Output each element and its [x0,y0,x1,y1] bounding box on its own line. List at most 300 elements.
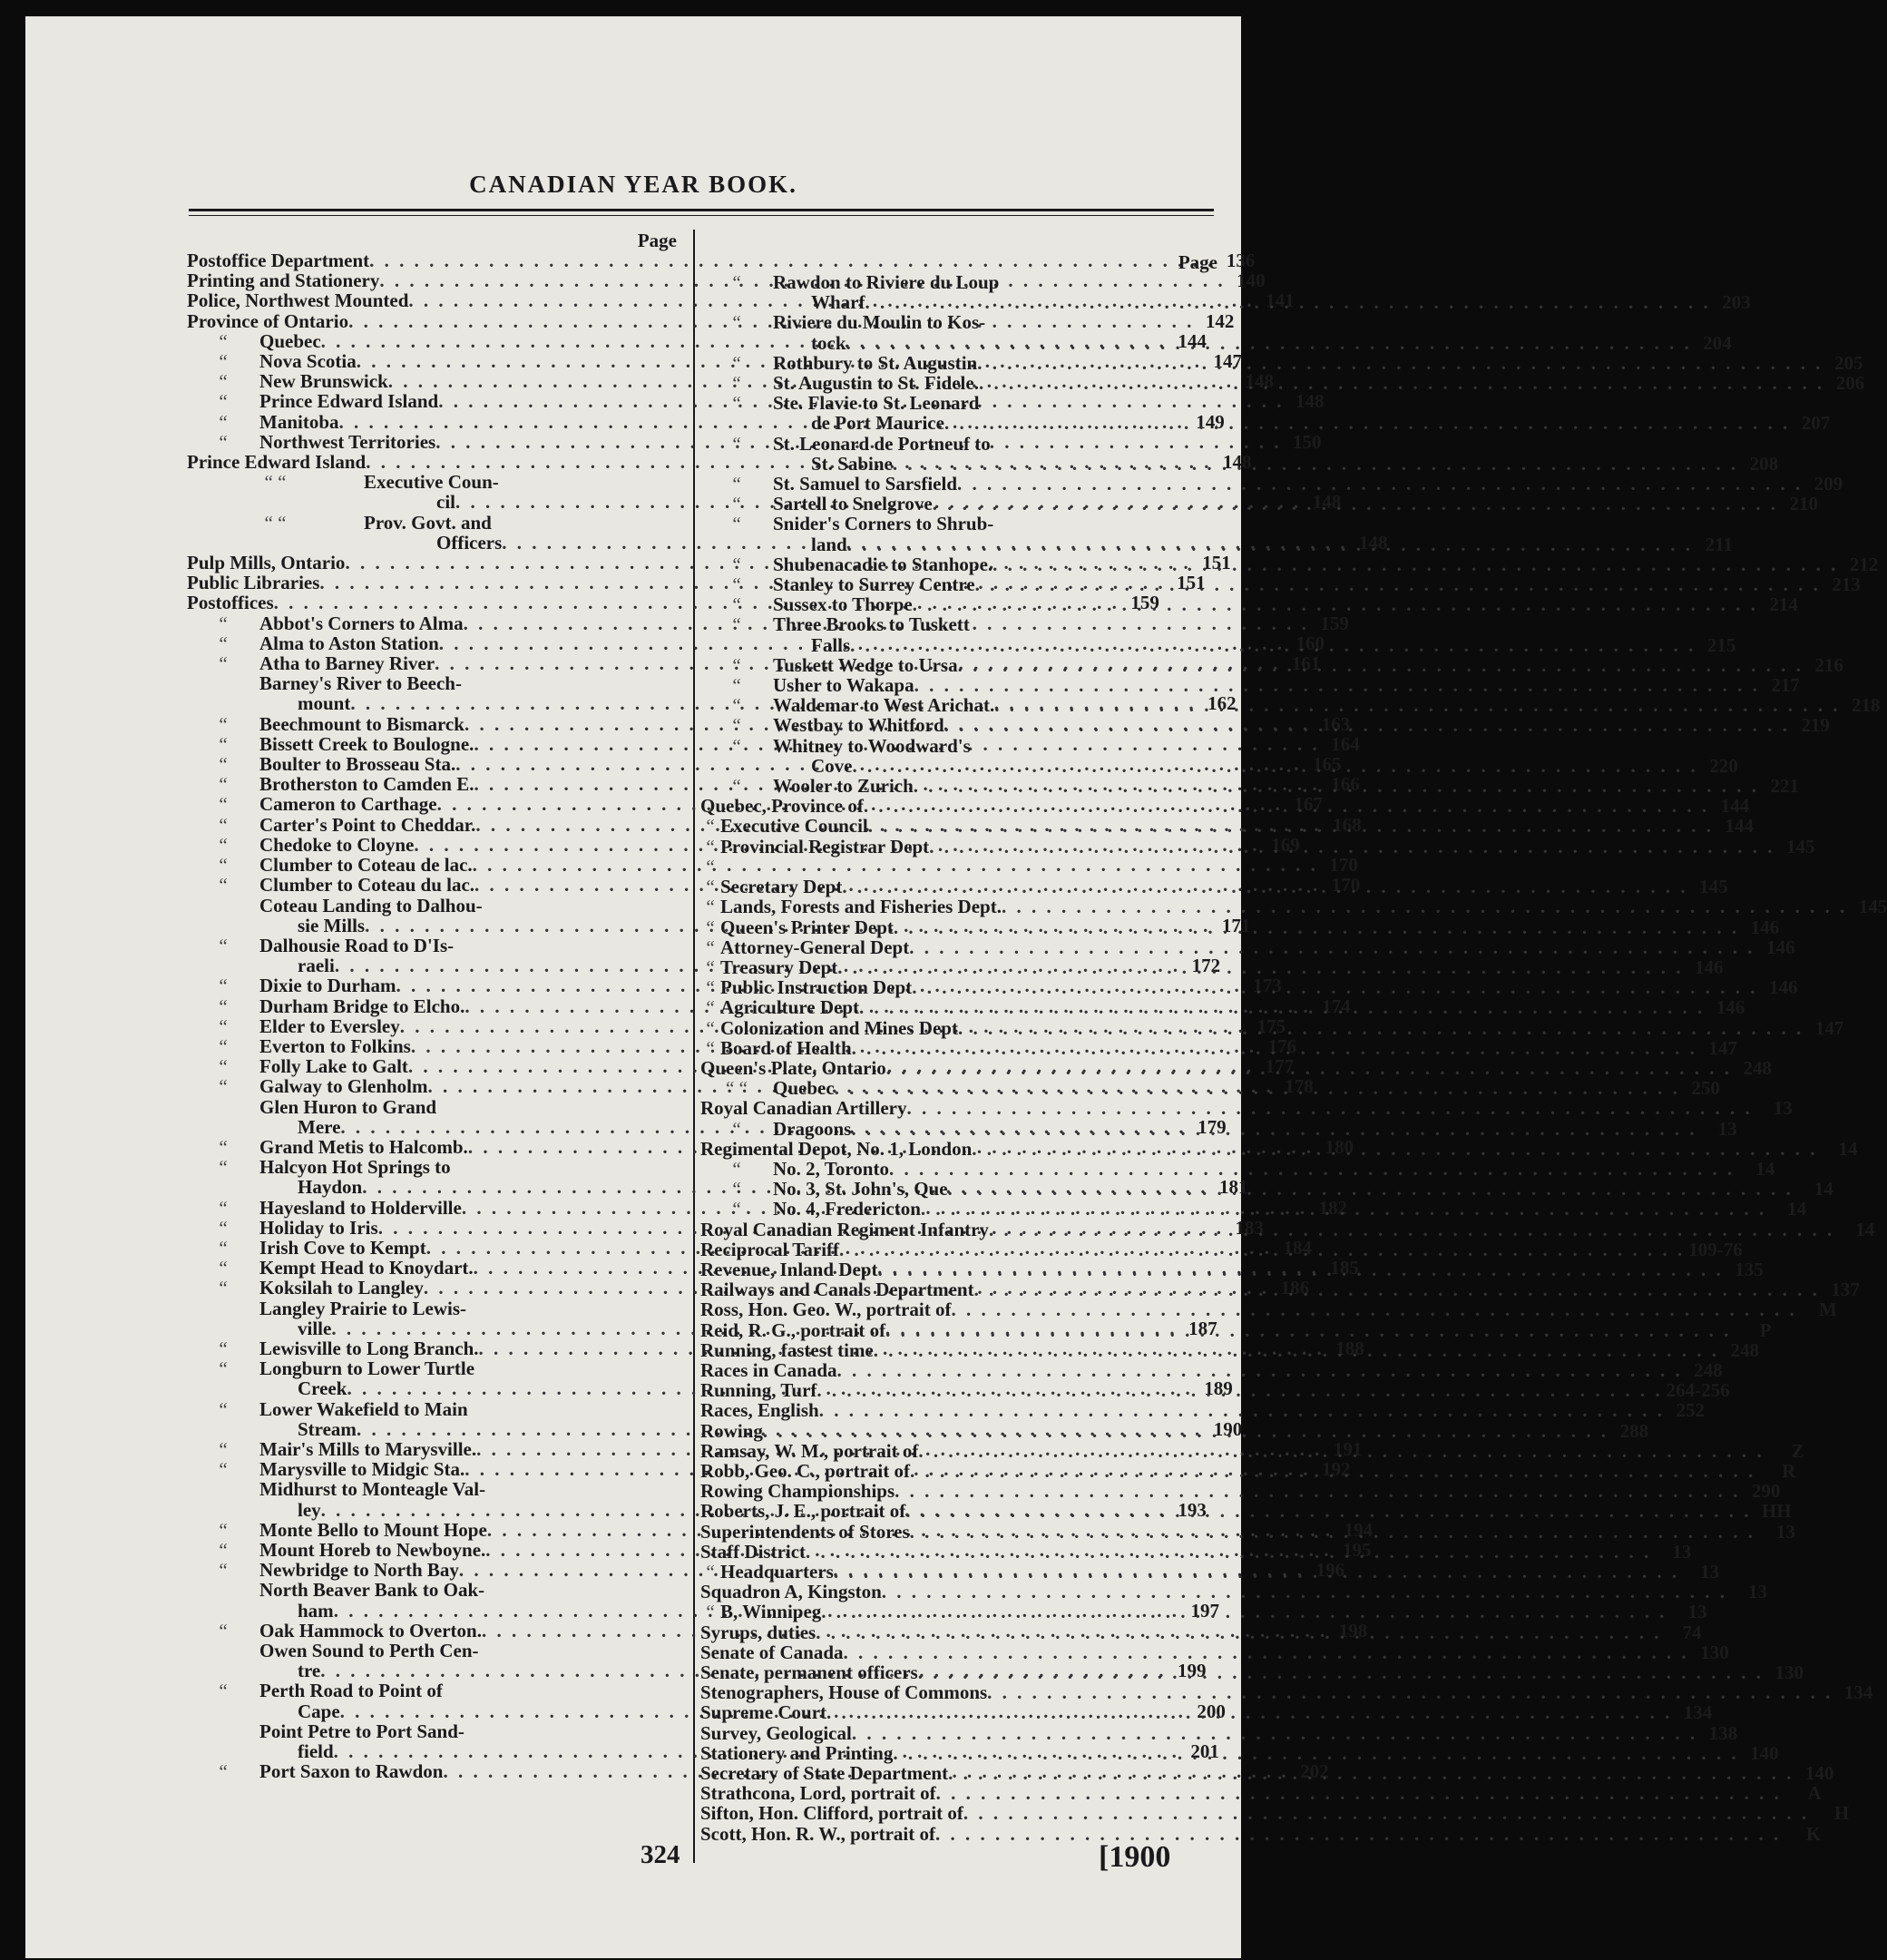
ditto-mark: “ [732,674,741,697]
page-reference: H [1833,1802,1850,1825]
entry-text: Oak Hammock to Overton. [259,1619,482,1642]
page-reference: 163 [1321,712,1351,735]
ditto-mark: “ [732,372,741,395]
entry-text: Executive Coun- [364,471,499,494]
page-reference: 13 [1700,1561,1720,1583]
index-entry [187,854,1358,877]
entry-text: Midhurst to Monteagle Val- [259,1478,486,1501]
ditto-mark: “ [706,996,715,1019]
entry-text: Cameron to Carthage [259,793,437,816]
leader-dots [819,1400,1665,1420]
page-reference: 190 [1213,1417,1243,1440]
ditto-mark: “ [706,1601,715,1623]
ditto-mark: “ [219,1196,228,1219]
ditto-mark: “ [732,593,741,616]
index-entry [187,936,677,956]
page-reference: 192 [1322,1458,1351,1481]
entry-text: Printing and Stationery [187,270,380,292]
ditto-mark: “ [219,1437,228,1460]
page-reference: HH [1761,1500,1792,1523]
entry-text: Monte Bello to Mount Hope [259,1518,487,1541]
ditto-mark: “ [732,392,741,415]
ditto-mark: “ [706,936,715,958]
ditto-mark: “ [219,1337,228,1359]
page-reference: 212 [1849,553,1879,575]
page-reference: 148 [1359,531,1388,554]
entry-text: Brotherston to Camden E. [259,773,474,796]
page-reference: 187 [1188,1317,1217,1339]
entry-text: Nova Scotia [259,350,357,373]
index-entry [700,393,1217,413]
ditto-mark: “ [219,370,228,393]
entry-text: Point Petre to Port Sand- [259,1720,464,1742]
leader-dots [933,491,1778,514]
entry-text: Clumber to Coteau du lac. [259,874,475,897]
entry-text: Northwest Territories [259,430,436,453]
entry-text: Haydon [298,1176,363,1199]
entry-text: Races, English [700,1399,819,1422]
leader-dots [846,329,1692,353]
page-reference: 264-256 [1666,1379,1730,1402]
page-reference: 170 [1331,874,1361,897]
page-reference: 144 [1720,795,1750,818]
ditto-mark: “ [219,1014,228,1037]
leader-dots [958,1014,1804,1038]
entry-text: Sussex to Thorpe [773,593,913,616]
entry-text: de Port Maurice [811,412,944,435]
index-entry [187,513,677,533]
ditto-mark: “ [219,1055,228,1078]
leader-dots [882,1582,1727,1602]
entry-text: Officers [436,531,503,554]
leader-dots [913,594,1758,614]
entry-text: Quebec [773,1077,835,1100]
leader-dots [826,1702,1672,1722]
leader-dots [910,1518,1755,1542]
index-entry [700,1157,1775,1180]
leader-dots [914,773,1759,796]
leader-dots [837,1360,1683,1380]
ditto-mark: “ [706,1016,715,1039]
page-reference: 148 [1312,491,1342,514]
ditto-mark: “ [732,694,741,717]
ditto-mark: “ [219,1680,228,1702]
page-reference: 180 [1325,1135,1354,1158]
entry-text: Holiday to Iris [259,1216,378,1239]
entry-text: Cape [298,1700,340,1722]
leader-dots [914,675,1760,695]
entry-text: Coteau Landing to Dalhou- [259,894,483,916]
entry-text: Carter's Point to Cheddar. [259,813,476,836]
ditto-mark: “ [219,350,228,373]
page-reference: 140 [1750,1741,1779,1764]
page-reference: 199 [1178,1660,1207,1682]
leader-dots [975,574,1821,594]
leader-dots [918,1437,1764,1461]
entry-text: Squadron A, Kingston [700,1581,882,1603]
page-reference: 130 [1775,1661,1804,1684]
index-entry [187,1399,677,1419]
entry-text: Public Libraries [187,572,320,594]
ditto-mark: “ [219,430,228,453]
entry-text: Wharf [811,291,865,314]
leader-dots [852,1723,1697,1743]
entry-text: Langley Prairie to Lewis- [259,1297,467,1319]
index-entry [700,956,1724,978]
index-entry [700,1480,1781,1503]
index-entry [700,329,1732,354]
entry-text: Manitoba [259,410,339,433]
leader-dots [852,1034,1697,1058]
entry-text: Robb, Geo. C., portrait of [700,1459,910,1482]
leader-dots [910,1458,1755,1481]
page-reference: 178 [1285,1075,1314,1098]
leader-dots [844,1642,1689,1662]
index-entry [700,1298,1837,1321]
leader-dots [894,914,1739,937]
entry-text: Newbridge to North Bay [259,1559,459,1582]
leader-dots [816,1619,1661,1642]
page-reference: 148 [1245,370,1275,393]
leader-dots [851,1115,1696,1139]
page-reference: 194 [1344,1518,1374,1541]
entry-text: Queen's Printer Dept [720,916,894,938]
page-column-heading: Page [1178,251,1217,273]
entry-text: Whitney to Woodward's [773,734,971,757]
entry-text: Everton to Folkins [259,1034,411,1057]
entry-text: Supreme Court [700,1701,827,1724]
ditto-mark: “ “ [264,471,287,494]
entry-text: No. 4, Fredericton [773,1198,921,1220]
entry-text: Abbot's Corners to Alma [259,612,464,634]
entry-text: Races in Canada [700,1358,837,1381]
entry-text: Bissett Creek to Boulogne. [259,732,474,755]
page-reference: 214 [1769,593,1798,616]
entry-text: Quebec [259,329,321,352]
page-reference: 13 [1687,1601,1707,1623]
entry-text: Reid, R. G., portrait of [700,1318,886,1341]
page-reference: 201 [1190,1740,1219,1763]
ditto-mark: “ [732,573,741,596]
index-entry [700,1740,1779,1764]
index-entry [700,1701,1713,1724]
page-reference: 146 [1768,976,1798,999]
page-reference: 248 [1743,1056,1772,1079]
page-reference: 167 [1294,793,1323,816]
entry-text: Rowing Championships [700,1480,895,1503]
leader-dots [974,1279,1820,1299]
leader-dots [806,1539,1651,1562]
index-entry [700,1097,1793,1120]
ditto-mark: “ [219,612,228,634]
page-reference: 169 [1271,833,1300,856]
ditto-mark: “ [219,1277,228,1299]
leader-dots [958,652,1804,675]
page-reference: Z [1791,1439,1804,1462]
page-reference: 210 [1789,493,1819,515]
ditto-mark: “ [219,833,228,856]
edition-year: [1900 [1099,1840,1171,1874]
ditto-mark: “ [219,1236,228,1259]
page-reference: 14 [1814,1178,1833,1200]
index-entry [700,1498,1792,1523]
page-reference: 109-76 [1688,1238,1743,1260]
entry-text: St. Leonard de Portneuf to [773,432,991,455]
entry-text: Headquarters [720,1561,834,1583]
ditto-mark: “ [732,351,741,374]
page-reference: 177 [1265,1055,1295,1078]
page-reference: 14 [1838,1137,1858,1160]
entry-text: Sartell to Snelgrove [773,493,933,515]
page-reference: 179 [1198,1115,1227,1138]
page-reference: 161 [1291,652,1321,675]
page-reference: 146 [1750,916,1780,938]
page-reference: 219 [1801,714,1830,737]
ditto-mark: “ [219,753,228,776]
entry-text: Lewisville to Long Branch. [259,1337,479,1359]
ditto-mark: “ [732,473,741,495]
page-reference: P [1759,1318,1772,1341]
entry-text: Ramsay, W. M., portrait of [700,1439,919,1462]
page-reference: 74 [1682,1621,1702,1643]
ditto-mark: “ “ [706,855,715,898]
ditto-mark: “ [219,1539,228,1561]
page-reference: 196 [1315,1559,1345,1582]
index-entry [700,1317,1772,1341]
index-entry [187,1479,677,1499]
entry-text: Beechmount to Bismarck [259,712,464,735]
ditto-mark: “ [732,714,741,737]
page-reference: 166 [1331,773,1360,796]
index-entry [187,1580,677,1600]
page-reference: 146 [1765,936,1795,958]
page-reference: 164 [1331,732,1360,755]
leader-dots [837,957,1683,977]
page-reference: 209 [1814,473,1843,495]
index-entry [187,1721,677,1741]
ditto-mark: “ [219,390,228,413]
entry-text: Syrups, duties [700,1621,816,1643]
page-reference: 184 [1283,1236,1312,1259]
leader-dots [909,937,1755,957]
entry-text: Koksilah to Langley [259,1277,424,1299]
ditto-mark: “ [706,1561,715,1583]
entry-text: Rawdon to Riviere du Loup [773,271,1000,293]
page-reference: 151 [1177,572,1206,594]
index-entry [700,573,1861,596]
entry-text: Stream [298,1417,357,1440]
page-reference: 288 [1619,1419,1649,1442]
page-reference: 183 [1235,1216,1264,1239]
page-reference: 146 [1695,956,1724,978]
entry-text: Atha to Barney River [259,652,435,675]
entry-text: ley [298,1498,321,1521]
ditto-mark: “ [219,995,228,1017]
ditto-mark: “ [219,793,228,816]
ditto-mark: “ [732,1178,741,1200]
entry-text: Dixie to Durham [259,975,396,997]
index-entry [187,896,677,916]
page-reference: 215 [1706,633,1736,656]
leader-dots [905,1498,1751,1521]
entry-text: Halcyon Hot Springs to [259,1156,451,1179]
entry-text: Quebec, Province of [700,795,864,818]
index-entry [700,1681,1873,1704]
entry-text: Regimental Depot, No. 1, London [700,1137,973,1160]
leader-dots [936,1783,1782,1803]
index-entry [700,736,1217,756]
index-entry [700,1802,1850,1825]
page-reference: 137 [1831,1279,1860,1301]
leader-dots [935,1824,1781,1844]
ditto-mark: “ [219,732,228,755]
ditto-mark: “ [219,1075,228,1098]
index-entry [700,593,1798,616]
entry-text: sie Mills [298,914,366,936]
page-reference: 162 [1207,692,1237,715]
ditto-mark: “ [732,1198,741,1220]
page-reference: M [1818,1298,1837,1321]
leader-dots [835,1075,1680,1098]
entry-text: Riviere du Moulin to Kos- [773,311,986,334]
page-reference: A [1807,1782,1822,1805]
entry-text: Executive Council [720,815,868,838]
entry-text: Galway to Glenholm [259,1075,428,1098]
entry-text: Alma to Aston Station [259,632,439,654]
page-reference: 203 [1722,291,1751,314]
leader-dots [952,1299,1797,1319]
page-reference: 13 [1672,1540,1692,1563]
entry-text: Mount Horeb to Newboyne. [259,1539,486,1561]
index-entry [700,1358,1723,1381]
ditto-mark: “ [219,652,228,675]
index-entry [700,1581,1768,1603]
index-entry [700,614,1217,634]
leader-dots [864,793,1709,816]
ditto-mark: “ [732,513,741,535]
leader-dots [944,712,1790,735]
page-reference: 148 [1295,390,1325,413]
page-reference: 213 [1832,573,1861,596]
page-reference: 211 [1705,533,1733,555]
leader-dots [912,977,1757,997]
ditto-mark: “ [706,1036,715,1059]
page-reference: 250 [1691,1077,1720,1100]
leader-dots [886,1055,1732,1078]
leader-dots [893,451,1738,474]
ditto-mark: “ “ [264,511,287,534]
index-entry [187,1157,677,1177]
document-page [25,16,1887,1958]
page-reference: 248 [1730,1338,1760,1361]
entry-text: Queen's Plate, Ontario [700,1056,886,1079]
ditto-mark: “ [706,916,715,938]
entry-text: Pulp Mills, Ontario [187,552,346,574]
leader-dots [948,1760,1794,1783]
entry-text: Police, Northwest Mounted [187,289,409,312]
page-reference: 182 [1318,1196,1348,1219]
entry-text: No. 2, Toronto [773,1157,889,1180]
entry-text: Provincial Registrar Dept [720,835,930,858]
leader-dots [834,1559,1679,1582]
leader-dots [977,350,1823,373]
entry-text: St. Samuel to Sarsfield [773,473,958,495]
leader-dots [948,1176,1794,1199]
entry-text: Three Brooks to Tuskett [773,613,970,636]
leader-dots [893,1740,1738,1763]
entry-text: St. Augustin to St. Fidele. [773,372,979,395]
ditto-mark: “ [219,1760,228,1783]
page-reference: 168 [1333,813,1362,836]
entry-text: Wooler to Zurich [773,775,914,798]
entry-text: B, Winnipeg [720,1601,822,1623]
entry-text: Agriculture Dept [720,996,859,1019]
entry-text: Running, fastest time [700,1338,874,1361]
leader-dots [763,1417,1608,1441]
page-reference: K [1805,1822,1822,1845]
entry-text: Dragoons [773,1117,852,1140]
ditto-mark: “ [732,613,741,636]
leader-dots [853,753,1698,776]
entry-text: Westbay to Whitford [773,714,944,737]
leader-dots [963,1803,1809,1823]
index-entry [700,936,1795,958]
ditto-mark: “ [219,1034,228,1057]
ditto-mark: “ [219,813,228,836]
page-reference: 189 [1204,1377,1233,1400]
page-column-heading: Page [637,230,677,251]
page-reference: 174 [1322,995,1351,1017]
page-reference: 130 [1700,1641,1729,1663]
entry-text: Royal Canadian Artillery [700,1097,907,1120]
page-reference: 134 [1843,1681,1873,1704]
entry-text: raeli [298,955,335,977]
page-reference: 220 [1709,754,1738,777]
entry-text: Senate of Canada [700,1641,844,1663]
leader-dots [992,554,1838,574]
entry-text: Colonization and Mines Dept [720,1016,958,1039]
index-entry [700,1641,1729,1663]
leader-dots [850,632,1696,655]
ditto-mark: “ [219,712,228,735]
entry-text: Kempt Head to Knoydart. [259,1257,474,1279]
entry-text: No. 3, St. John's, Que [773,1178,948,1200]
leader-dots [929,833,1775,857]
entry-text: ville [298,1317,332,1339]
page-reference: 176 [1267,1034,1297,1057]
entry-text: field [298,1740,334,1763]
entry-text: Running, Turf [700,1379,817,1402]
entry-text: Creek [298,1377,347,1400]
leader-dots [957,474,1803,494]
page-reference: 14 [1855,1218,1875,1240]
leader-dots [987,1682,1833,1702]
entry-text: Royal Canadian Regiment Infantry [700,1218,989,1240]
ditto-mark: “ [732,1117,741,1140]
ditto-mark: “ [732,432,741,455]
ditto-mark: “ [219,1458,228,1481]
ditto-mark: “ [732,653,741,676]
ditto-mark: “ [732,311,741,334]
page-reference: 140 [1804,1762,1834,1785]
index-entry [700,473,1843,495]
ditto-mark: “ [219,1518,228,1541]
page-number: 324 [640,1840,680,1869]
index-entry [187,1681,677,1700]
leader-dots [921,1196,1766,1219]
entry-text: Marysville to Midgic Sta. [259,1458,465,1481]
ditto-mark: “ [219,1257,228,1279]
